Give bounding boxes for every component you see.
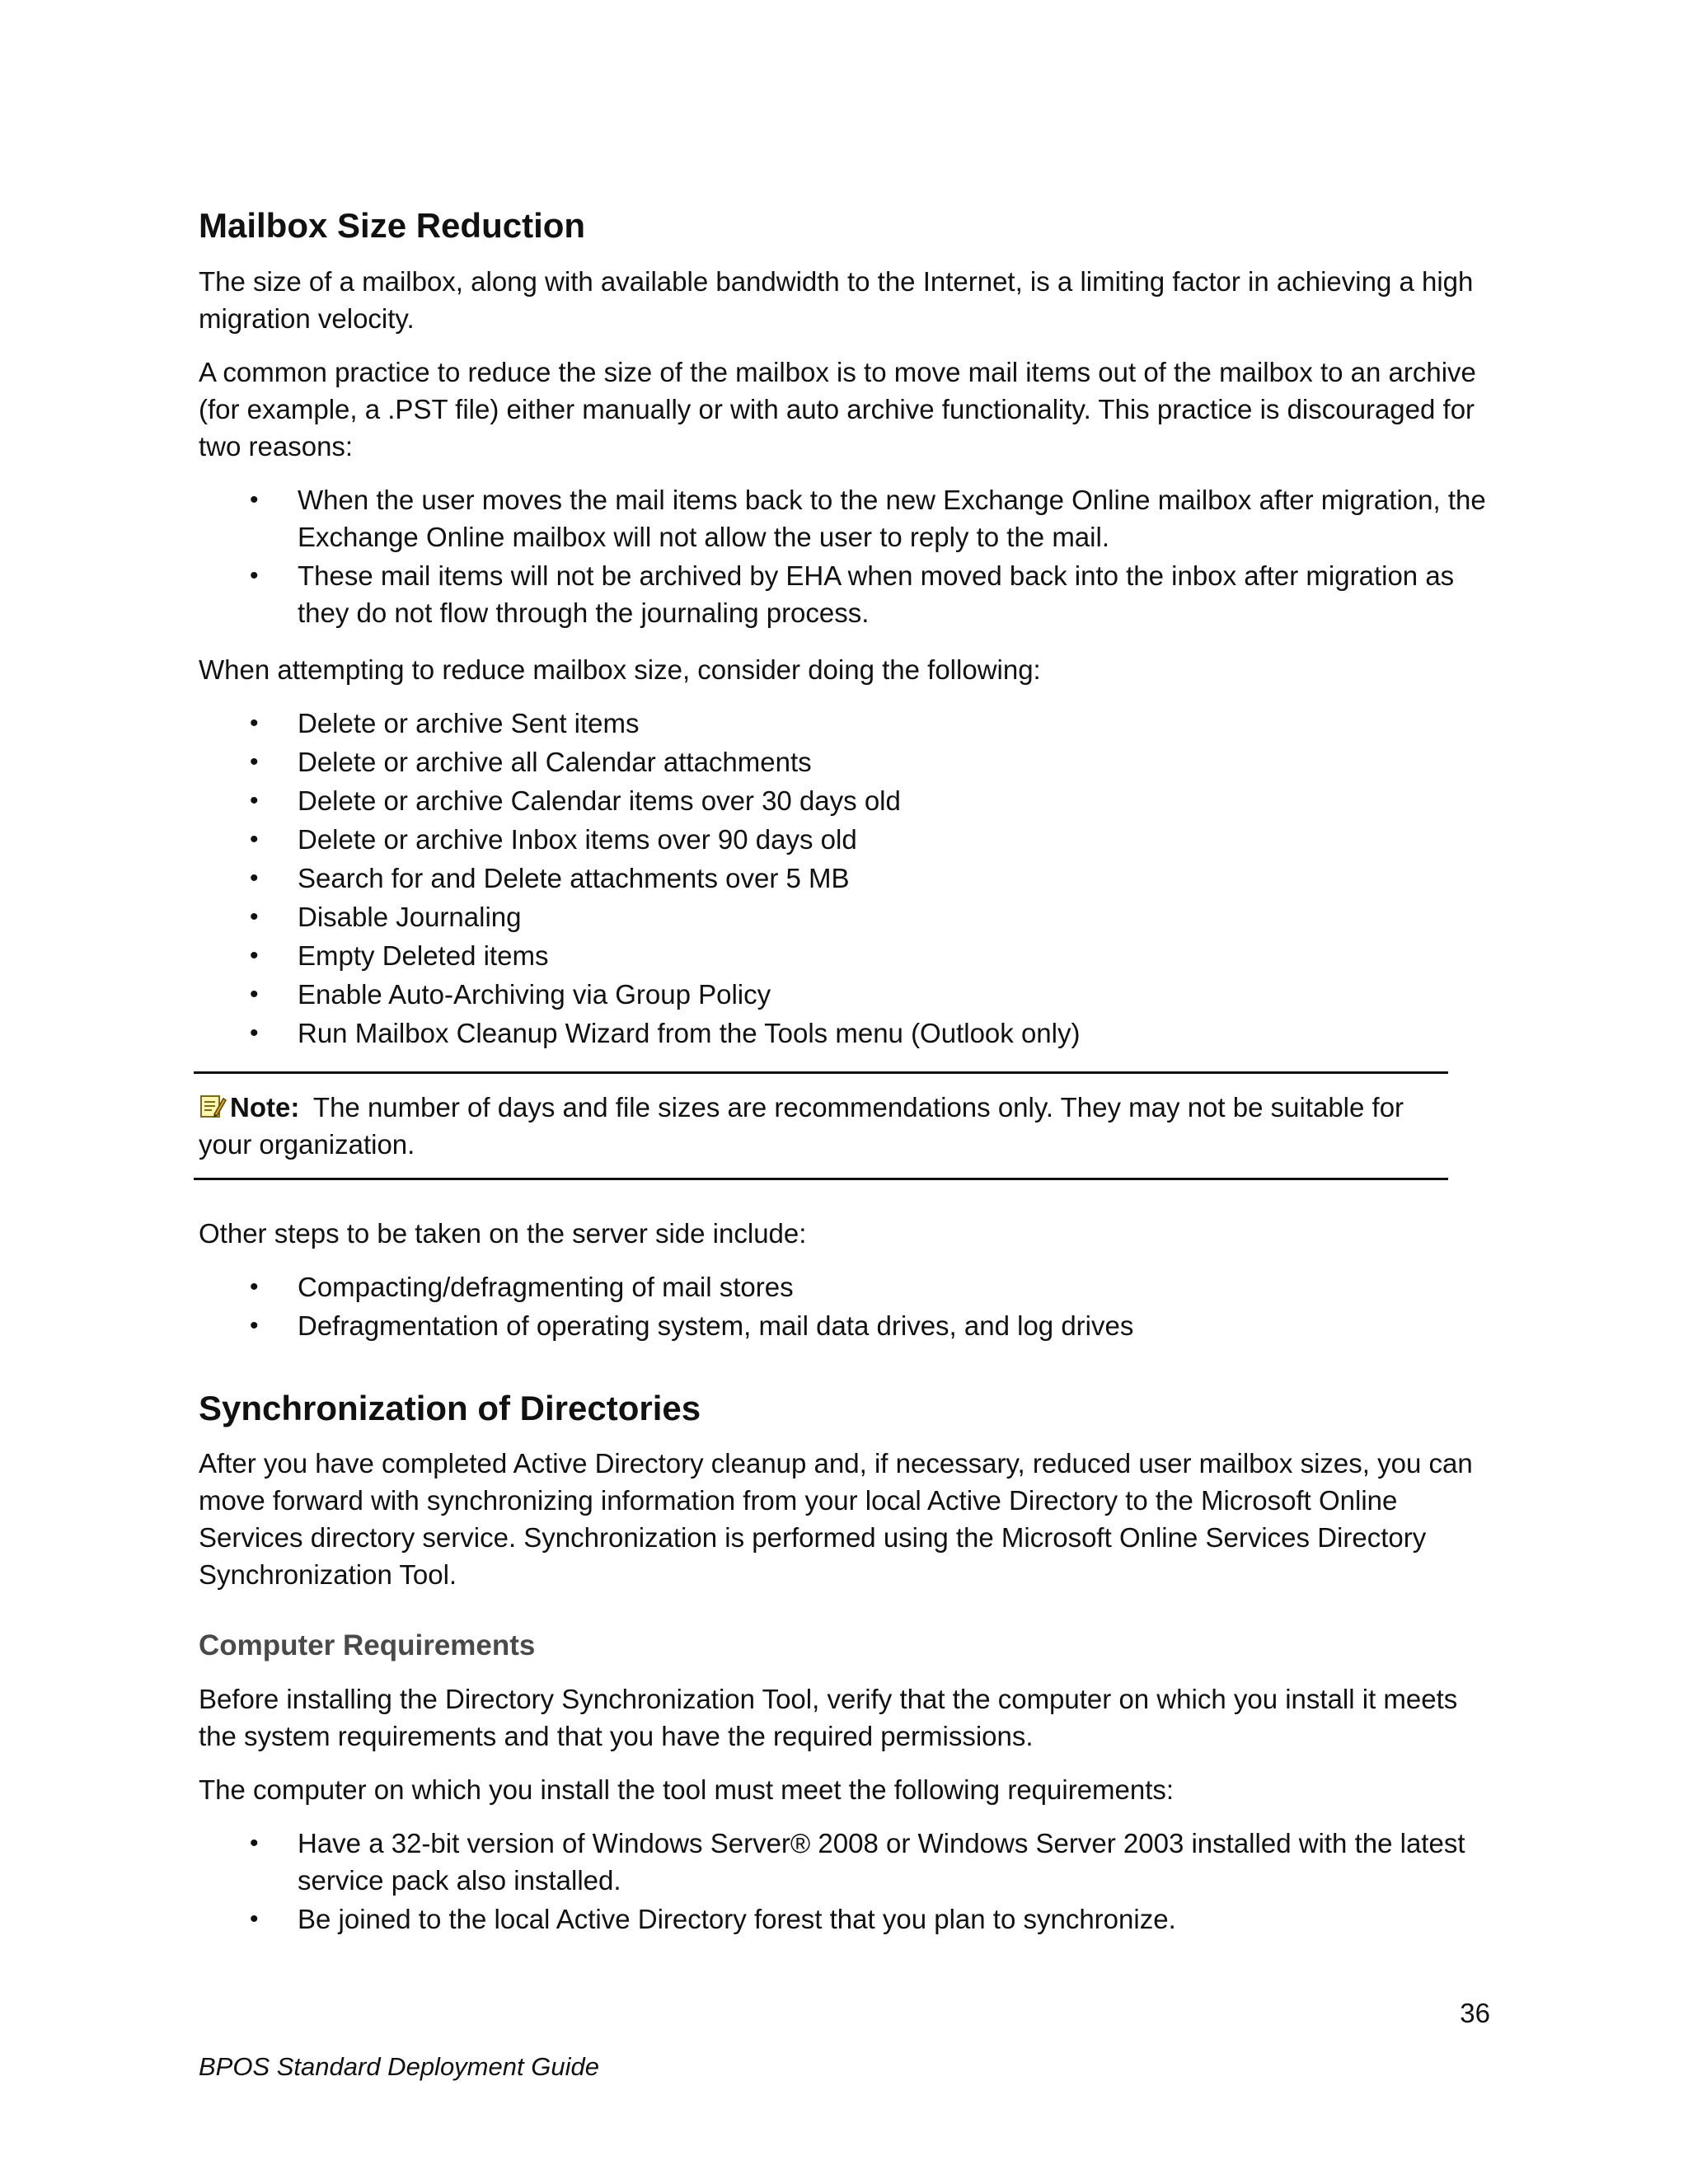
bullet-icon: • <box>250 1905 259 1933</box>
list-item <box>199 481 1493 555</box>
section-heading-mailbox-size-reduction: Mailbox Size Reduction <box>199 206 586 245</box>
paragraph: A common practice to reduce the size of the mailbox is to move mail items out of the mailbox to an archive (for example, a .PST file) either manually or with auto archive functionality. This practice is discouraged for two reasons: <box>199 356 1476 462</box>
list-item <box>199 937 1493 974</box>
note-pencil-icon <box>199 1092 227 1120</box>
bullet-icon: • <box>250 786 259 814</box>
list-item <box>199 1268 1493 1305</box>
paragraph: The computer on which you install the tool must meet the following requirements: <box>199 1774 1175 1805</box>
paragraph: The size of a mailbox, along with available bandwidth to the Internet, is a limiting factor in achieving a high migration velocity. <box>199 265 1474 334</box>
note-callout <box>194 1071 1448 1180</box>
list-item <box>199 821 1493 858</box>
paragraph: After you have completed Active Directory cleanup and, if necessary, reduced user mailbox sizes, you can move forward with synchronizing information from your local Active Directory to the Microsoft Online Services directory service. Synchronization is performed using the Microsoft Online Services Directory Synchronization Tool. <box>199 1448 1473 1590</box>
list-item-text: Delete or archive Calendar items over 30 days old <box>298 785 901 816</box>
bullet-icon: • <box>250 902 259 930</box>
list-item <box>199 898 1493 935</box>
list-item-text: Run Mailbox Cleanup Wizard from the Tools menu (Outlook only) <box>298 1017 1081 1048</box>
paragraph: Before installing the Directory Synchronization Tool, verify that the computer on which you install it meets the system requirements and that you have the required permissions. <box>199 1683 1458 1751</box>
bullet-icon: • <box>250 941 259 969</box>
page-content <box>199 204 1493 1957</box>
paragraph: Other steps to be taken on the server side include: <box>199 1217 807 1249</box>
list-item <box>199 860 1493 897</box>
bullet-icon: • <box>250 485 259 513</box>
list-item-text: Delete or archive all Calendar attachments <box>298 746 812 777</box>
bullet-icon: • <box>250 1311 259 1339</box>
bullet-icon: • <box>250 1272 259 1301</box>
paragraph: When attempting to reduce mailbox size, consider doing the following: <box>199 654 1041 685</box>
list-item-text: Empty Deleted items <box>298 940 549 971</box>
list-item <box>199 1825 1493 1899</box>
list-item-text: These mail items will not be archived by EHA when moved back into the inbox after migration as they do not flow through the journaling process. <box>298 560 1455 628</box>
list-item-text: Enable Auto-Archiving via Group Policy <box>298 978 771 1010</box>
list-item <box>199 1900 1493 1938</box>
list-item-text: Delete or archive Inbox items over 90 days old <box>298 823 857 855</box>
requirements-list <box>199 1825 1493 1938</box>
list-item-text: Search for and Delete attachments over 5 MB <box>298 862 850 893</box>
note-paragraph <box>199 1089 1448 1163</box>
bullet-icon: • <box>250 1019 259 1047</box>
list-item-text: When the user moves the mail items back to the new Exchange Online mailbox after migration, the Exchange Online mailbox will not allow the user to reply to the mail. <box>298 484 1486 552</box>
bullet-icon: • <box>250 561 259 589</box>
list-item <box>199 743 1493 780</box>
page-number: 36 <box>1460 1998 1490 2028</box>
bullet-icon: • <box>250 980 259 1008</box>
list-item <box>199 976 1493 1013</box>
section-synchronization <box>199 1387 1493 1938</box>
list-item-text: Delete or archive Sent items <box>298 707 640 738</box>
list-item <box>199 705 1493 742</box>
bullet-icon: • <box>250 748 259 776</box>
bullet-icon: • <box>250 1829 259 1857</box>
section-heading-synchronization-of-directories: Synchronization of Directories <box>199 1388 701 1427</box>
note-label: Note: <box>230 1091 300 1122</box>
list-item <box>199 1015 1493 1052</box>
list-item <box>199 782 1493 819</box>
list-item-text: Have a 32-bit version of Windows Server® 2008 or Windows Server 2003 installed with the latest service pack also installed. <box>298 1827 1465 1896</box>
bullet-icon: • <box>250 825 259 853</box>
list-item-text: Be joined to the local Active Directory forest that you plan to synchronize. <box>298 1903 1176 1934</box>
reduction-steps-list <box>199 705 1493 1052</box>
note-text: The number of days and file sizes are recommendations only. They may not be suitable for your organization. <box>199 1091 1404 1160</box>
reasons-list <box>199 481 1493 631</box>
list-item-text: Disable Journaling <box>298 901 522 932</box>
bullet-icon: • <box>250 864 259 892</box>
footer-document-title: BPOS Standard Deployment Guide <box>199 2052 599 2081</box>
bullet-icon: • <box>250 709 259 737</box>
list-item <box>199 557 1493 631</box>
server-steps-list <box>199 1268 1493 1344</box>
list-item <box>199 1307 1493 1344</box>
list-item-text: Defragmentation of operating system, mail data drives, and log drives <box>298 1310 1134 1341</box>
list-item-text: Compacting/defragmenting of mail stores <box>298 1271 794 1302</box>
subheading-computer-requirements: Computer Requirements <box>199 1629 536 1661</box>
